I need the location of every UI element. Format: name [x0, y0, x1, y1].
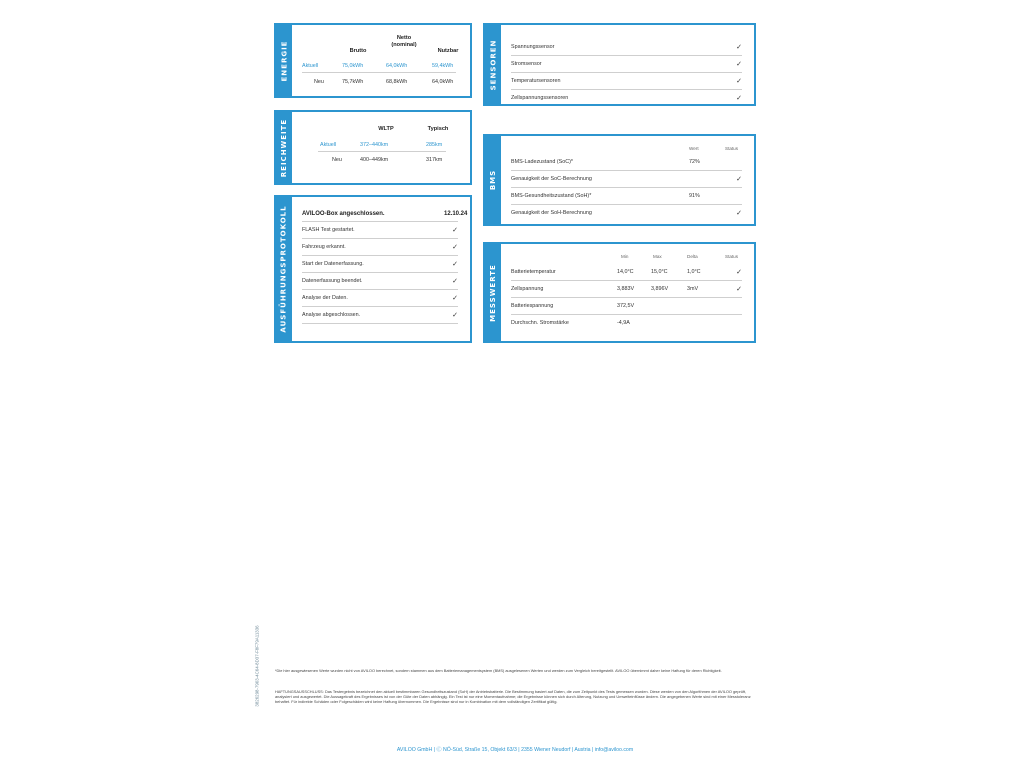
protokoll-item: Fahrzeug erkannt. ✓	[302, 239, 458, 256]
reichweite-value: 400–449km	[360, 157, 389, 163]
bms-value: 91%	[689, 193, 700, 199]
messwerte-value: 3,883V	[617, 286, 635, 292]
bms-tab: BMS	[485, 136, 501, 224]
col-brutto: Brutto	[349, 48, 367, 54]
energie-value: 64,0kWh	[386, 63, 408, 69]
bms-row: Genauigkeit der SoC-Berechnung ✓	[511, 171, 742, 188]
reichweite-row-label: Neu	[332, 157, 342, 163]
protokoll-item: Datenerfassung beendet. ✓	[302, 273, 458, 290]
check-icon: ✓	[736, 175, 742, 183]
messwerte-value: 15,0°C	[651, 269, 668, 275]
bms-row: Genauigkeit der SoH-Berechnung ✓	[511, 209, 742, 217]
col-wltp: WLTP	[378, 126, 394, 132]
energie-row-label: Neu	[314, 79, 324, 85]
report-id: 3826298-7903-4C64-8D37-F8F79A11336	[254, 625, 260, 707]
reichweite-card	[274, 110, 472, 185]
messwerte-value: 3mV	[687, 286, 699, 292]
protokoll-item: Analyse der Daten. ✓	[302, 290, 458, 307]
protokoll-tab: AUSFÜHRUNGSPROTOKOLL	[276, 197, 292, 341]
messwerte-row: Batteriespannung 372,5V	[511, 298, 742, 315]
messwerte-row: Durchschn. Stromstärke -4,9A	[511, 320, 630, 326]
energie-value: 75,7kWh	[342, 79, 364, 85]
col-status: Status	[725, 146, 739, 151]
sensoren-tab: SENSOREN	[485, 25, 501, 104]
check-icon: ✓	[452, 243, 458, 251]
check-icon: ✓	[736, 94, 742, 102]
energie-value: 75,0kWh	[342, 63, 364, 69]
energie-card	[274, 23, 472, 98]
check-icon: ✓	[452, 260, 458, 268]
protokoll-title: AVILOO-Box angeschlossen.	[302, 211, 385, 217]
reichweite-value: 372–440km	[360, 142, 389, 148]
messwerte-value: 3,896V	[651, 286, 669, 292]
messwerte-value: -4,9A	[617, 320, 630, 326]
bms-row: BMS-Gesundheitszustand (SoH)* 91%	[511, 188, 742, 205]
messwerte-value: 14,0°C	[617, 269, 634, 275]
messwerte-row: Zellspannung 3,883V 3,896V 3mV ✓	[511, 281, 742, 298]
bms-value: 72%	[689, 159, 700, 165]
check-icon: ✓	[452, 277, 458, 285]
messwerte-card	[483, 242, 756, 343]
sensor-item: Zellspannungssensoren ✓	[511, 94, 742, 102]
energie-value: 68,8kWh	[386, 79, 408, 85]
protokoll-date: 12.10.24	[444, 211, 468, 217]
col-wert: Wert	[689, 146, 699, 151]
messwerte-value: 372,5V	[617, 303, 635, 309]
reichweite-tab: REICHWEITE	[276, 112, 292, 183]
protokoll-item: FLASH Test gestartet. ✓	[302, 222, 458, 239]
company-footer: AVILOO GmbH | Ⓒ NÖ-Süd, Straße 15, Objekt 63/3 | 2355 Wiener Neudorf | Austria | info@aviloo.com	[396, 747, 634, 753]
footnote-bms: *Die hier ausgewiesenen Werte wurden nicht von AVILOO berechnet, sondern stammen aus dem Batteriemanagementsystem (BMS) ausgelesenen Werten und werden zum Vergleich bereitgestellt. AVILOO übernimmt daher keine Haftung für deren Richtigkeit.	[275, 668, 722, 673]
protokoll-item: Start der Datenerfassung. ✓	[302, 256, 458, 273]
check-icon: ✓	[736, 285, 742, 293]
check-icon: ✓	[736, 268, 742, 276]
col-max: Max	[653, 254, 662, 259]
messwerte-row: Batterietemperatur 14,0°C 15,0°C 1,0°C ✓	[511, 264, 742, 281]
energie-value: 64,0kWh	[432, 79, 454, 85]
energie-row-label: Aktuell	[302, 63, 319, 69]
sensor-item: Temperatursensoren ✓	[511, 73, 742, 90]
col-nutzbar: Nutzbar	[437, 48, 459, 54]
col-status: Status	[725, 254, 739, 259]
energie-value: 59,4kWh	[432, 63, 454, 69]
reichweite-value: 285km	[426, 142, 443, 148]
energie-tab: ENERGIE	[276, 25, 292, 96]
check-icon: ✓	[452, 226, 458, 234]
bms-card	[483, 134, 756, 226]
check-icon: ✓	[736, 77, 742, 85]
bms-row: BMS-Ladezustand (SoC)* 72%	[511, 154, 742, 171]
col-netto: Netto (nominal)	[391, 35, 417, 48]
protokoll-item: Analyse abgeschlossen. ✓	[302, 307, 458, 324]
check-icon: ✓	[736, 60, 742, 68]
reichweite-row-label: Aktuell	[320, 142, 337, 148]
messwerte-tab: MESSWERTE	[485, 244, 501, 341]
check-icon: ✓	[736, 43, 742, 51]
check-icon: ✓	[452, 311, 458, 319]
messwerte-value: 1,0°C	[687, 269, 701, 275]
check-icon: ✓	[736, 209, 742, 217]
footnote-disclaimer: HAFTUNGSAUSSCHLUSS: Das Testergebnis bezeichnet den aktuell bestimmbaren Gesundheitszustand (SoH) der Antriebsbatterie. Die Bestimmung basiert auf Daten, die zum Zeitpunkt des Tests gemessen wurden. Diese werden von den Algorithmen der AVILOO geprüft, analysiert und ausgewertet. Die Aussagekraft des Ergebnisses ist von der Güte der Daten abhängig. Ein Test ist nur eine Momentaufnahme; die Ergebnisse können sich durch Alterung, Nutzung und Umwelteinflüsse ändern. Die angegebenen Werte sind mit einer Messtoleranz behaftet. Für indirekte Schäden oder Folgeschäden wird keine Haftung übernommen. Die Ergebnisse sind nur in Kombination mit dem vollständigen Zertifikat gültig.	[275, 689, 751, 705]
check-icon: ✓	[452, 294, 458, 302]
reichweite-value: 317km	[426, 157, 443, 163]
col-typisch: Typisch	[427, 126, 449, 132]
sensoren-card	[483, 23, 756, 106]
sensor-item: Spannungssensor ✓	[511, 39, 742, 56]
sensor-item: Stromsensor ✓	[511, 56, 742, 73]
col-min: Min	[621, 254, 629, 259]
protokoll-card	[274, 195, 472, 343]
col-delta: Delta	[687, 254, 698, 259]
